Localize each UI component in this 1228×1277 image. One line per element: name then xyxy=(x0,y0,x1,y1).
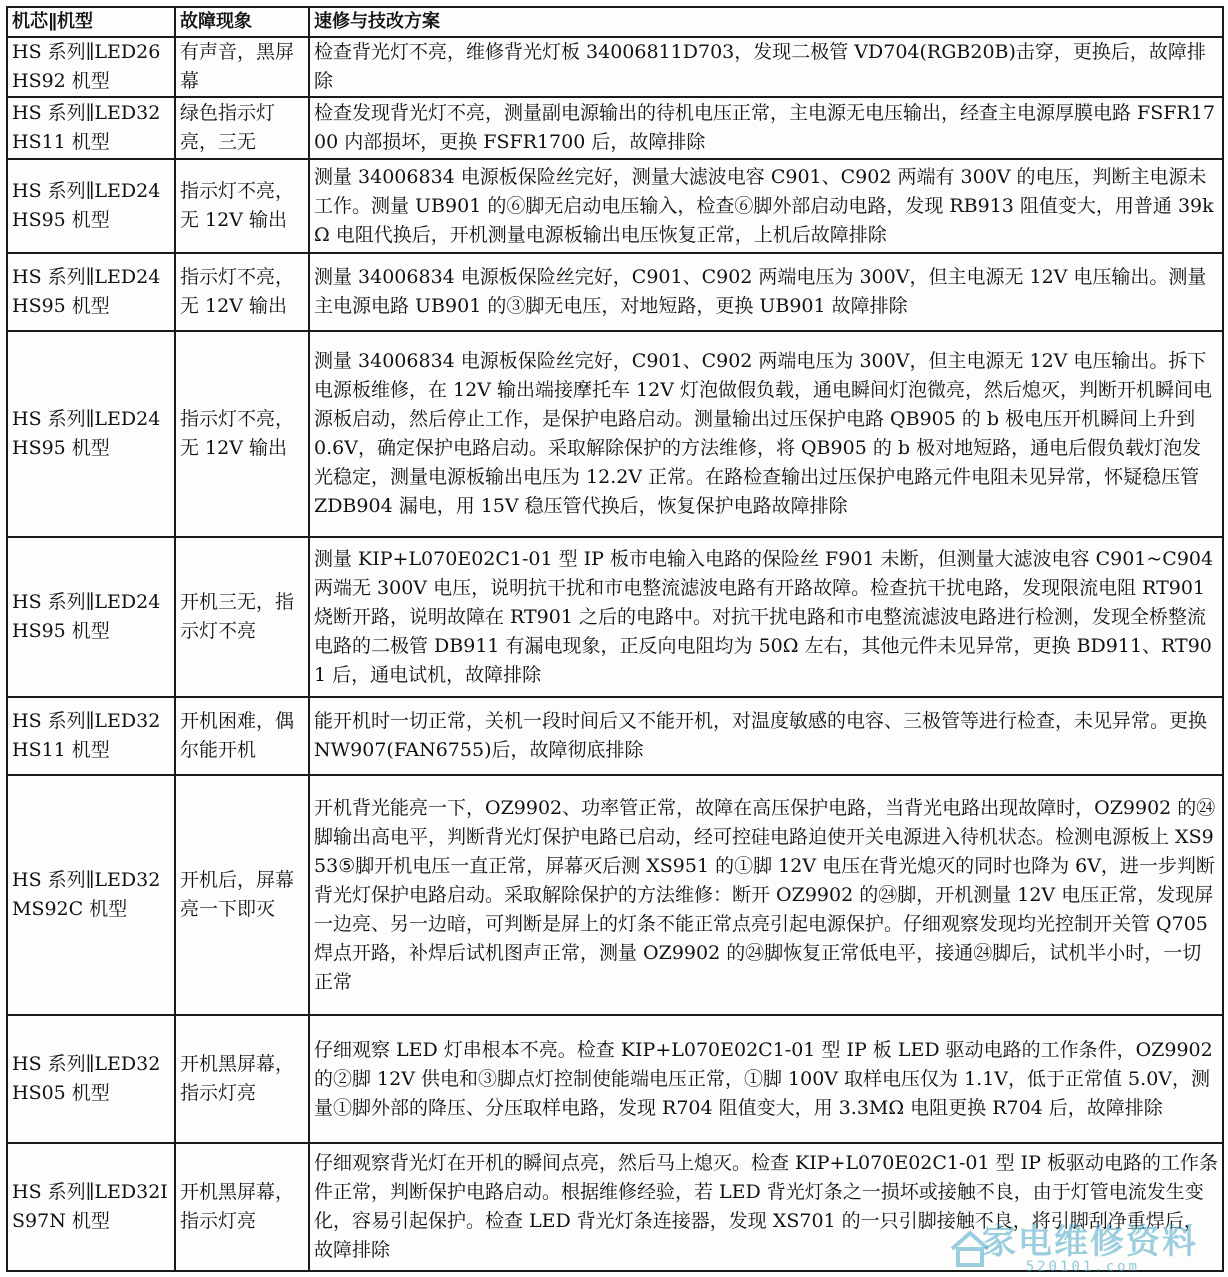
solution-cell: 仔细观察背光灯在开机的瞬间点亮，然后马上熄灭。检查 KIP+L070E02C1-01 型 IP 板驱动电路的工作条件正常，判断保护电路启动。根据维修经验，若 LED 背光灯条之一损坏或接触不良，由于灯管电流发生变化，容易引起保护。检查 LED 背光灯条连接器，发现 XS701 的一只引脚接触不良，将引脚刮净重焊后，故障排除 xyxy=(309,1143,1223,1271)
symptom-cell: 指示灯不亮，无 12V 输出 xyxy=(175,253,309,331)
solution-cell: 测量 34006834 电源板保险丝完好，C901、C902 两端电压为 300V，但主电源无 12V 电压输出。拆下电源板维修，在 12V 输出端接摩托车 12V 灯泡做假负载，通电瞬间灯泡微亮，然后熄灭，判断开机瞬间电源板启动，然后停止工作，是保护电路启动。测量输出过压保护电路 QB905 的 b 极电压开机瞬间上升到 0.6V，确定保护电路启动。采取解除保护的方法维修，将 QB905 的 b 极对地短路，通电后假负载灯泡发光稳定，测量电源板输出电压为 12.2V 正常。在路检查输出过压保护电路元件电阻未见异常，怀疑稳压管 ZDB904 漏电，用 15V 稳压管代换后，恢复保护电路故障排除 xyxy=(309,331,1223,537)
model-cell: HS 系列∥LED24HS95 机型 xyxy=(7,253,175,331)
table-row xyxy=(7,159,1223,253)
model-cell: HS 系列∥LED24HS95 机型 xyxy=(7,159,175,253)
header-model: 机芯∥机型 xyxy=(7,7,175,37)
watermark-url: 520101.com xyxy=(1025,1259,1140,1275)
solution-cell: 开机背光能亮一下，OZ9902、功率管正常，故障在高压保护电路，当背光电路出现故障时，OZ9902 的㉔脚输出高电平，判断背光灯保护电路已启动，经可控硅电路迫使开关电源进入待机状态。检测电源板上 XS953⑤脚开机电压一直正常，屏幕灭后测 XS951 的①脚 12V 电压在背光熄灭的同时也降为 6V，进一步判断背光灯保护电路启动。采取解除保护的方法维修：断开 OZ9902 的㉔脚，开机测量 12V 电压正常，发现屏一边亮、另一边暗，可判断是屏上的灯条不能正常点亮引起电源保护。仔细观察发现均光控制开关管 Q705 焊点开路，补焊后试机图声正常，测量 OZ9902 的㉔脚恢复正常低电平，接通㉔脚后，试机半小时，一切正常 xyxy=(309,775,1223,1015)
repair-table xyxy=(6,6,1224,1272)
model-cell: HS 系列∥LED24HS95 机型 xyxy=(7,537,175,697)
symptom-cell: 开机后，屏幕亮一下即灭 xyxy=(175,775,309,1015)
solution-cell: 测量 34006834 电源板保险丝完好，测量大滤波电容 C901、C902 两端有 300V 的电压，判断主电源未工作。测量 UB901 的⑥脚无启动电压输入，检查⑥脚外部启动电路，发现 RB913 阻值变大，用普通 39kΩ 电阻代换后，开机测量电源板输出电压恢复正常，上机后故障排除 xyxy=(309,159,1223,253)
solution-cell: 仔细观察 LED 灯串根本不亮。检查 KIP+L070E02C1-01 型 IP 板 LED 驱动电路的工作条件，OZ9902 的②脚 12V 供电和③脚点灯控制使能端电压正常，①脚 100V 取样电压仅为 1.1V，低于正常值 5.0V，测量①脚外部的降压、分压取样电路，发现 R704 阻值变大，用 3.3MΩ 电阻更换 R704 后，故障排除 xyxy=(309,1015,1223,1143)
table-header-row xyxy=(7,7,1223,37)
solution-cell: 检查背光灯不亮，维修背光灯板 34006811D703，发现二极管 VD704(RGB20B)击穿，更换后，故障排除 xyxy=(309,37,1223,97)
solution-cell: 能开机时一切正常，关机一段时间后又不能开机，对温度敏感的电容、三极管等进行检查，未见异常。更换 NW907(FAN6755)后，故障彻底排除 xyxy=(309,697,1223,775)
table-row xyxy=(7,537,1223,697)
table-row xyxy=(7,697,1223,775)
solution-cell: 检查发现背光灯不亮，测量副电源输出的待机电压正常，主电源无电压输出，经查主电源厚膜电路 FSFR1700 内部损坏，更换 FSFR1700 后，故障排除 xyxy=(309,97,1223,159)
header-solution: 速修与技改方案 xyxy=(309,7,1223,37)
model-cell: HS 系列∥LED32HS05 机型 xyxy=(7,1015,175,1143)
model-cell: HS 系列∥LED32HS11 机型 xyxy=(7,97,175,159)
watermark-brand: 家电维修资料 xyxy=(982,1222,1198,1262)
model-cell: HS 系列∥LED24HS95 机型 xyxy=(7,331,175,537)
table-row xyxy=(7,331,1223,537)
symptom-cell: 开机黑屏幕，指示灯亮 xyxy=(175,1143,309,1271)
model-cell: HS 系列∥LED26HS92 机型 xyxy=(7,37,175,97)
symptom-cell: 开机困难，偶尔能开机 xyxy=(175,697,309,775)
symptom-cell: 绿色指示灯亮，三无 xyxy=(175,97,309,159)
table-row xyxy=(7,253,1223,331)
model-cell: HS 系列∥LED32IS97N 机型 xyxy=(7,1143,175,1271)
solution-cell: 测量 34006834 电源板保险丝完好，C901、C902 两端电压为 300V，但主电源无 12V 电压输出。测量主电源电路 UB901 的③脚无电压，对地短路，更换 UB901 故障排除 xyxy=(309,253,1223,331)
symptom-cell: 指示灯不亮，无 12V 输出 xyxy=(175,159,309,253)
model-cell: HS 系列∥LED32HS11 机型 xyxy=(7,697,175,775)
symptom-cell: 有声音，黑屏幕 xyxy=(175,37,309,97)
table-row xyxy=(7,37,1223,97)
table-row xyxy=(7,1015,1223,1143)
table-row xyxy=(7,97,1223,159)
header-symptom: 故障现象 xyxy=(175,7,309,37)
symptom-cell: 开机三无，指示灯不亮 xyxy=(175,537,309,697)
table-row xyxy=(7,775,1223,1015)
model-cell: HS 系列∥LED32MS92C 机型 xyxy=(7,775,175,1015)
solution-cell: 测量 KIP+L070E02C1-01 型 IP 板市电输入电路的保险丝 F901 未断，但测量大滤波电容 C901~C904 两端无 300V 电压，说明抗干扰和市电整流滤波电路有开路故障。检查抗干扰电路，发现限流电阻 RT901 烧断开路，说明故障在 RT901 之后的电路中。对抗干扰电路和市电整流滤波电路进行检测，发现全桥整流电路的二极管 DB911 有漏电现象，正反向电阻均为 50Ω 左右，其他元件未见异常，更换 BD911、RT901 后，通电试机，故障排除 xyxy=(309,537,1223,697)
symptom-cell: 开机黑屏幕，指示灯亮 xyxy=(175,1015,309,1143)
symptom-cell: 指示灯不亮，无 12V 输出 xyxy=(175,331,309,537)
